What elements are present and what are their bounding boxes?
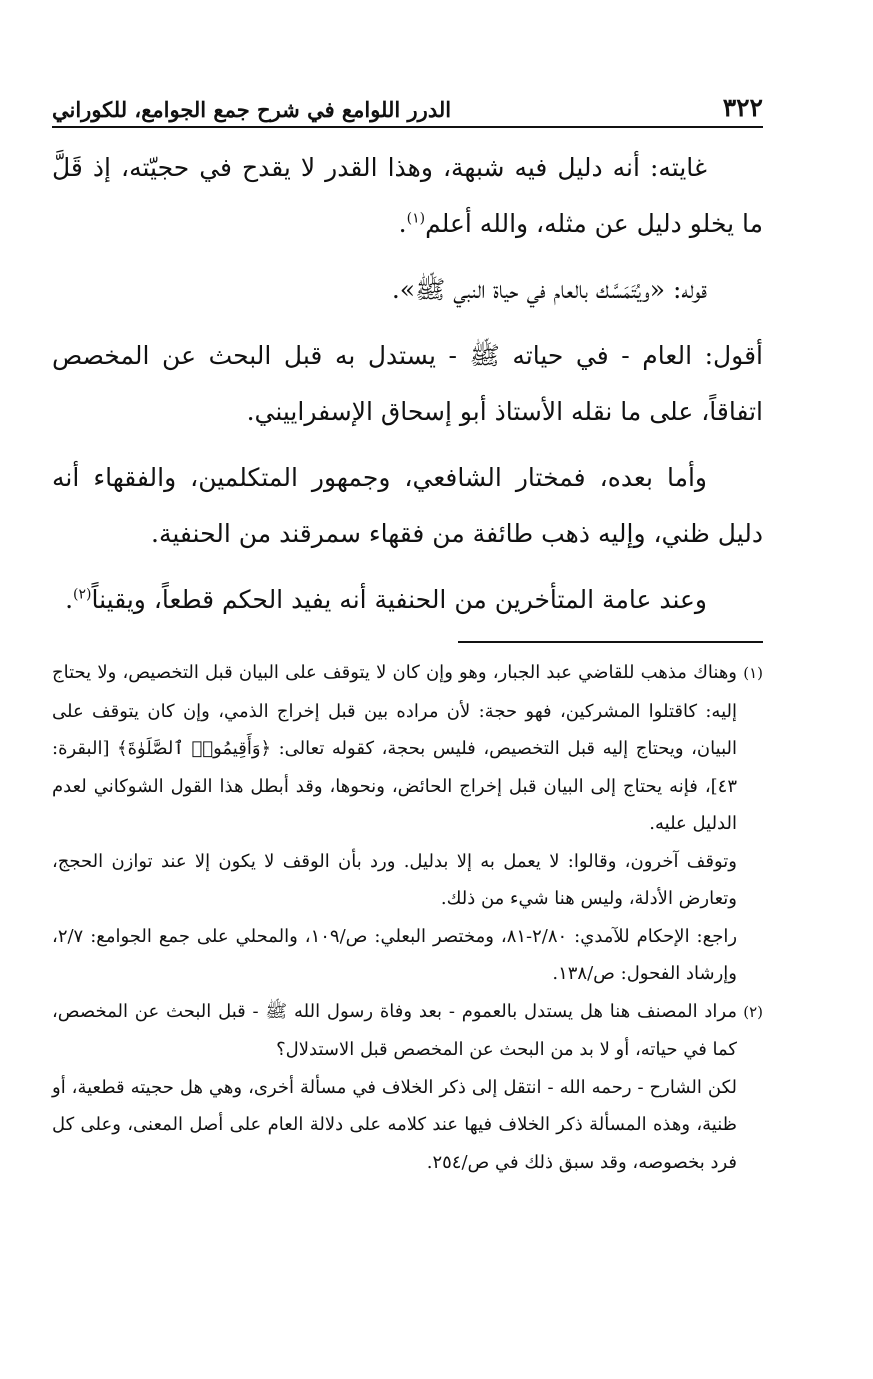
main-text xyxy=(52,140,763,638)
footnote-1-paragraph-2: وتوقف آخرون، وقالوا: لا يعمل به إلا بدليل. ورد بأن الوقف لا يكون إلا عند توازن الحجج، وتعارض الأدلة، وليس هنا شيء من ذلك. xyxy=(52,850,737,909)
paragraph-5-text: وعند عامة المتأخرين من الحنفية أنه يفيد الحكم قطعاً، ويقيناً xyxy=(91,585,707,614)
footnote-2-mark: (٢) xyxy=(743,1002,763,1021)
footnote-1 xyxy=(52,654,763,843)
footnote-2-paragraph-2: لكن الشارح - رحمه الله - انتقل إلى ذكر الخلاف في مسألة أخرى، وهي هل حجيته قطعية، أو ظنية، وهذه المسألة ذكر الخلاف فيها عند كلامه على دلالة العام على أصل المعنى، وعلى كل فرد بخصوصه، وقد سبق ذلك في ص/٢٥٤. xyxy=(52,1076,737,1173)
footnote-1-text: وهناك مذهب للقاضي عبد الجبار، وهو وإن كان لا يتوقف على البيان قبل التخصيص، ولا يحتاج إليه: كاقتلوا المشركين، فهو حجة: لأن مراده بين قبل إخراج الذمي، وإن كان يتوقف على البيان، ويحتاج إليه قبل التخصيص، فليس بحجة، كقوله تعالى: ﴿وَأَقِيمُوا۟ ٱلصَّلَوٰةَ﴾ [البقرة: ٤٣]، فإنه يحتاج إلى البيان قبل إخراج الحائض، ونحوها، وقد أبطل هذا القول الشوكاني لعدم الدليل عليه. xyxy=(52,662,737,834)
paragraph-1 xyxy=(52,140,763,252)
paragraph-1-end: . xyxy=(398,209,407,238)
header-divider xyxy=(52,126,763,128)
page-number: ٣٢٢ xyxy=(722,93,763,122)
footnotes xyxy=(52,654,763,1181)
running-title: الدرر اللوامع في شرح جمع الجوامع، للكوراني xyxy=(52,97,452,122)
page-header xyxy=(52,88,763,122)
footnote-ref-2: (٢) xyxy=(73,586,92,603)
paragraph-1-text: غايته: أنه دليل فيه شبهة، وهذا القدر لا يقدح في حجيّته، إذ قَلَّ ما يخلو دليل عن مثله، والله أعلم xyxy=(52,153,763,238)
paragraph-5 xyxy=(52,572,763,628)
footnote-divider xyxy=(458,641,763,643)
paragraph-4: وأما بعده، فمختار الشافعي، وجمهور المتكلمين، والفقهاء أنه دليل ظني، وإليه ذهب طائفة من فقهاء سمرقند من الحنفية. xyxy=(52,463,763,548)
footnote-1-references: راجع: الإحكام للآمدي: ٢/٨٠-٨١، ومختصر البعلي: ص/١٠٩، والمحلي على جمع الجوامع: ٢/٧، وإرشاد الفحول: ص/١٣٨. xyxy=(52,925,738,984)
footnote-1-mark: (١) xyxy=(743,664,763,682)
footnote-2 xyxy=(52,993,763,1069)
footnote-2-text: مراد المصنف هنا هل يستدل بالعموم - بعد وفاة رسول الله ﷺ - قبل البحث عن المخصص، كما في حياته، أو لا بد من البحث عن المخصص قبل الاستدلال؟ xyxy=(52,1000,737,1060)
paragraph-3: أقول: العام - في حياته ﷺ - يستدل به قبل البحث عن المخصص اتفاقاً، على ما نقله الأستاذ أبو إسحاق الإسفراييني. xyxy=(52,341,763,426)
paragraph-2: قوله: «ويُتَمَسَّك بالعام في حياة النبي ﷺ». xyxy=(391,275,707,304)
footnote-ref-1: (١) xyxy=(406,210,426,227)
paragraph-5-end: . xyxy=(65,585,74,614)
